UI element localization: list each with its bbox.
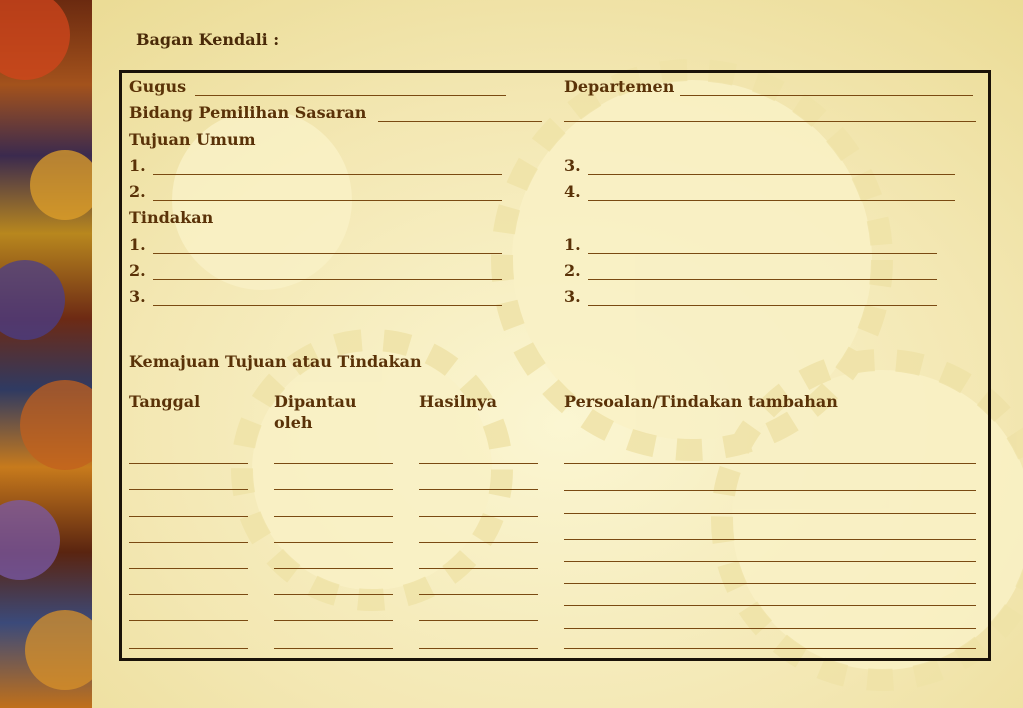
table-cell-persoalan-8[interactable] (564, 628, 976, 629)
decorative-side-strip (0, 0, 92, 708)
table-cell-persoalan-2[interactable] (564, 490, 976, 491)
table-cell-tanggal-5[interactable] (129, 568, 248, 569)
table-cell-hasilnya-3[interactable] (419, 516, 538, 517)
column-header-tanggal: Tanggal (129, 392, 201, 411)
strip-gear-shape (25, 610, 92, 690)
table-cell-persoalan-5[interactable] (564, 561, 976, 562)
table-cell-hasilnya-2[interactable] (419, 489, 538, 490)
page-title: Bagan Kendali : (136, 30, 280, 49)
table-cell-persoalan-7[interactable] (564, 605, 976, 606)
column-header-dipantau-line2: oleh (274, 413, 313, 432)
tujuan-field-1[interactable] (153, 174, 502, 175)
table-cell-tanggal-4[interactable] (129, 542, 248, 543)
tujuan-field-4[interactable] (588, 200, 955, 201)
table-cell-persoalan-3[interactable] (564, 513, 976, 514)
table-cell-persoalan-4[interactable] (564, 539, 976, 540)
table-cell-hasilnya-4[interactable] (419, 542, 538, 543)
table-cell-dipantau-6[interactable] (274, 594, 393, 595)
bidang-field-continued[interactable] (564, 121, 976, 122)
table-cell-tanggal-2[interactable] (129, 489, 248, 490)
tujuan-number-2: 2. (129, 182, 146, 201)
tindakan-left-number-1: 1. (129, 235, 146, 254)
tindakan-right-number-3: 3. (564, 287, 581, 306)
table-cell-dipantau-3[interactable] (274, 516, 393, 517)
tindakan-left-number-3: 3. (129, 287, 146, 306)
tindakan-heading: Tindakan (129, 208, 214, 227)
departemen-label: Departemen (564, 77, 675, 96)
strip-gear-shape (0, 0, 70, 80)
tujuan-field-3[interactable] (588, 174, 955, 175)
tindakan-right-number-2: 2. (564, 261, 581, 280)
gugus-field[interactable] (195, 95, 506, 96)
strip-gear-shape (0, 260, 65, 340)
table-cell-hasilnya-5[interactable] (419, 568, 538, 569)
column-header-hasilnya: Hasilnya (419, 392, 497, 411)
tindakan-right-field-2[interactable] (588, 279, 937, 280)
column-header-persoalan: Persoalan/Tindakan tambahan (564, 392, 838, 411)
strip-gear-shape (30, 150, 92, 220)
table-cell-dipantau-5[interactable] (274, 568, 393, 569)
column-header-dipantau: Dipantau (274, 392, 357, 411)
table-cell-hasilnya-8[interactable] (419, 648, 538, 649)
kemajuan-heading: Kemajuan Tujuan atau Tindakan (129, 352, 422, 371)
table-cell-persoalan-9[interactable] (564, 648, 976, 649)
tujuan-number-1: 1. (129, 156, 146, 175)
table-cell-persoalan-6[interactable] (564, 583, 976, 584)
tujuan-number-3: 3. (564, 156, 581, 175)
bidang-label: Bidang Pemilihan Sasaran (129, 103, 367, 122)
table-cell-hasilnya-7[interactable] (419, 620, 538, 621)
tujuan-field-2[interactable] (153, 200, 502, 201)
tujuan-heading: Tujuan Umum (129, 130, 256, 149)
bidang-field[interactable] (378, 121, 542, 122)
strip-gear-shape (20, 380, 92, 470)
table-cell-tanggal-3[interactable] (129, 516, 248, 517)
table-cell-tanggal-7[interactable] (129, 620, 248, 621)
tindakan-left-field-1[interactable] (153, 253, 502, 254)
strip-gear-shape (0, 500, 60, 580)
tindakan-right-field-1[interactable] (588, 253, 937, 254)
tindakan-left-number-2: 2. (129, 261, 146, 280)
tindakan-right-number-1: 1. (564, 235, 581, 254)
table-cell-hasilnya-6[interactable] (419, 594, 538, 595)
table-cell-tanggal-1[interactable] (129, 463, 248, 464)
tindakan-left-field-2[interactable] (153, 279, 502, 280)
gugus-label: Gugus (129, 77, 187, 96)
table-cell-dipantau-4[interactable] (274, 542, 393, 543)
table-cell-hasilnya-1[interactable] (419, 463, 538, 464)
tujuan-number-4: 4. (564, 182, 581, 201)
table-cell-tanggal-8[interactable] (129, 648, 248, 649)
table-cell-dipantau-1[interactable] (274, 463, 393, 464)
table-cell-tanggal-6[interactable] (129, 594, 248, 595)
tindakan-left-field-3[interactable] (153, 305, 502, 306)
table-cell-dipantau-8[interactable] (274, 648, 393, 649)
tindakan-right-field-3[interactable] (588, 305, 937, 306)
table-cell-persoalan-1[interactable] (564, 463, 976, 464)
departemen-field[interactable] (680, 95, 973, 96)
table-cell-dipantau-7[interactable] (274, 620, 393, 621)
table-cell-dipantau-2[interactable] (274, 489, 393, 490)
